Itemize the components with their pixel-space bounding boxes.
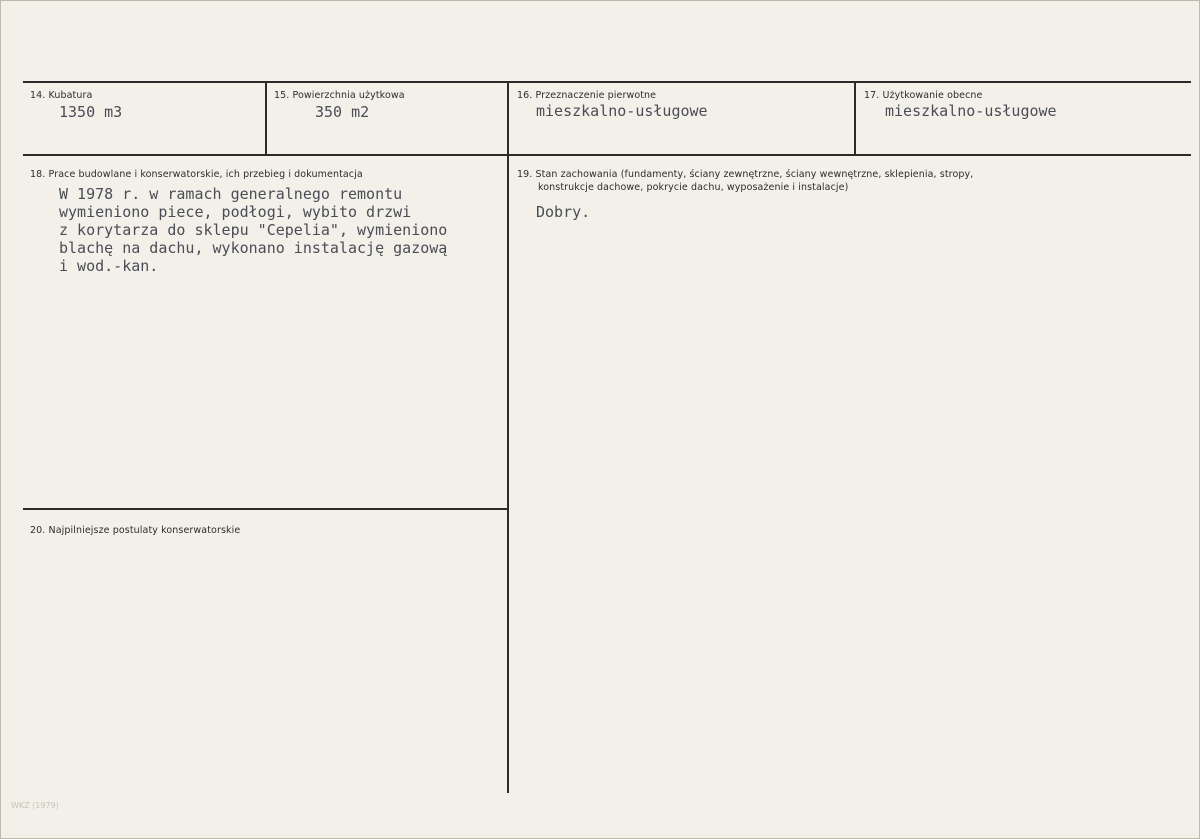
divider-15-16: [507, 82, 509, 155]
field-18-line-2: wymieniono piece, podłogi, wybito drzwi: [59, 203, 412, 221]
field-16-value: mieszkalno-usługowe: [536, 102, 708, 120]
field-18-line-1: W 1978 r. w ramach generalnego remontu: [59, 185, 403, 203]
row1-rule: [23, 154, 1191, 156]
divider-14-15: [265, 82, 267, 155]
field-18-label: 18. Prace budowlane i konserwatorskie, ich przebieg i dokumentacja: [30, 169, 363, 180]
field-15-value: 350 m2: [315, 103, 370, 121]
field-14-label: 14. Kubatura: [30, 90, 93, 101]
field-19-label-line-2: konstrukcje dachowe, pokrycie dachu, wyposażenie i instalacje): [538, 182, 849, 193]
field-20-label: 20. Najpilniejsze postulaty konserwatorskie: [30, 525, 241, 536]
footer-imprint: WKZ (1979): [11, 801, 59, 810]
divider-16-17: [854, 82, 856, 155]
field-18-line-5: i wod.-kan.: [59, 257, 159, 275]
field-18-line-4: blachę na dachu, wykonano instalację gazową: [59, 239, 448, 257]
field-17-value: mieszkalno-usługowe: [885, 102, 1057, 120]
field-16-label: 16. Przeznaczenie pierwotne: [517, 90, 657, 101]
field-17-label: 17. Użytkowanie obecne: [864, 90, 983, 101]
field-14-value: 1350 m3: [59, 103, 123, 121]
field-19-value: Dobry.: [536, 203, 591, 221]
top-rule: [23, 81, 1191, 83]
divider-18-19: [507, 155, 509, 793]
field-18-line-3: z korytarza do sklepu "Cepelia", wymieniono: [59, 221, 448, 239]
field-15-label: 15. Powierzchnia użytkowa: [274, 90, 405, 101]
row2-rule: [23, 508, 507, 510]
field-19-label-line-1: 19. Stan zachowania (fundamenty, ściany zewnętrzne, ściany wewnętrzne, sklepienia, stropy,: [517, 169, 974, 180]
